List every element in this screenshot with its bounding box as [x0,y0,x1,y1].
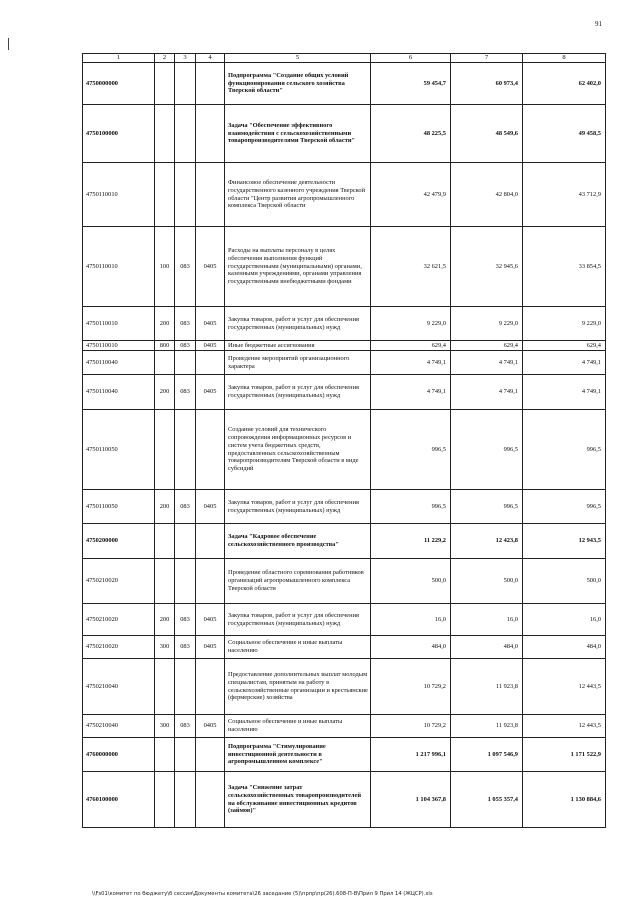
table-row [83,490,606,524]
table-row [83,341,606,351]
code-cell: 4760100000 [83,772,155,828]
code-cell: 4750110010 [83,163,155,227]
grbs-cell: 083 [175,375,196,410]
grbs-cell: 083 [175,490,196,524]
value-cell: 43 712,9 [523,163,606,227]
value-cell: 48 225,5 [371,105,451,163]
header-cell: 2 [155,54,175,63]
code-cell: 4750110040 [83,351,155,375]
section-cell [196,559,225,604]
section-cell [196,163,225,227]
table-row [83,163,606,227]
value-cell: 49 458,5 [523,105,606,163]
scan-mark [8,38,9,50]
value-cell: 1 217 996,1 [371,738,451,772]
value-cell: 996,5 [371,410,451,490]
value-cell: 1 104 367,8 [371,772,451,828]
code-cell: 4750210040 [83,715,155,738]
grbs-cell: 083 [175,636,196,659]
grbs-cell [175,772,196,828]
value-cell: 1 055 357,4 [451,772,523,828]
table-row [83,410,606,490]
table-row [83,227,606,307]
header-cell: 6 [371,54,451,63]
value-cell: 4 749,1 [371,375,451,410]
value-cell: 629,4 [523,341,606,351]
code-cell: 4750110050 [83,490,155,524]
value-cell: 9 229,0 [371,307,451,341]
table-row [83,105,606,163]
vr-cell: 300 [155,636,175,659]
section-cell: 0405 [196,227,225,307]
value-cell: 59 454,7 [371,63,451,105]
value-cell: 1 171 522,9 [523,738,606,772]
value-cell: 996,5 [451,410,523,490]
vr-cell [155,659,175,715]
section-cell: 0405 [196,490,225,524]
name-cell: Расходы на выплаты персоналу в целях обеспечения выполнения функций государственными (муниципальными) органами, казенными учреждениями, органами управления государственными внебюджетными фондами [225,227,371,307]
value-cell: 629,4 [371,341,451,351]
value-cell: 484,0 [371,636,451,659]
grbs-cell: 083 [175,307,196,341]
value-cell: 4 749,1 [523,351,606,375]
section-cell [196,738,225,772]
value-cell: 10 729,2 [371,659,451,715]
grbs-cell: 083 [175,341,196,351]
name-cell: Закупка товаров, работ и услуг для обеспечения государственных (муниципальных) нужд [225,490,371,524]
name-cell: Социальное обеспечение и иные выплаты населению [225,715,371,738]
vr-cell: 200 [155,604,175,636]
value-cell: 16,0 [523,604,606,636]
header-cell: 5 [225,54,371,63]
section-cell [196,410,225,490]
value-cell: 10 729,2 [371,715,451,738]
vr-cell [155,351,175,375]
table-row [83,63,606,105]
code-cell: 4750110050 [83,410,155,490]
section-cell: 0405 [196,307,225,341]
code-cell: 4750110010 [83,341,155,351]
header-cell: 1 [83,54,155,63]
header-cell: 8 [523,54,606,63]
grbs-cell [175,738,196,772]
value-cell: 629,4 [451,341,523,351]
vr-cell: 800 [155,341,175,351]
name-cell: Закупка товаров, работ и услуг для обеспечения государственных (муниципальных) нужд [225,604,371,636]
value-cell: 996,5 [523,410,606,490]
table-row [83,715,606,738]
code-cell: 4750210020 [83,559,155,604]
value-cell: 500,0 [451,559,523,604]
section-cell: 0405 [196,375,225,410]
value-cell: 4 749,1 [523,375,606,410]
grbs-cell [175,524,196,559]
section-cell [196,105,225,163]
section-cell: 0405 [196,604,225,636]
value-cell: 484,0 [451,636,523,659]
name-cell: Задача "Кадровое обеспечение сельскохозяйственного производства" [225,524,371,559]
code-cell: 4750110010 [83,307,155,341]
header-cell: 3 [175,54,196,63]
value-cell: 48 549,6 [451,105,523,163]
value-cell: 4 749,1 [451,351,523,375]
grbs-cell: 083 [175,715,196,738]
value-cell: 996,5 [371,490,451,524]
section-cell [196,659,225,715]
header-row [83,54,606,63]
value-cell: 12 443,5 [523,659,606,715]
value-cell: 32 621,5 [371,227,451,307]
vr-cell [155,772,175,828]
value-cell: 32 945,6 [451,227,523,307]
name-cell: Задача "Снижение затрат сельскохозяйственных товаропроизводителей на обслуживание инвестиционных кредитов (займов)" [225,772,371,828]
vr-cell: 200 [155,375,175,410]
section-cell: 0405 [196,636,225,659]
code-cell: 4750210020 [83,604,155,636]
value-cell: 1 097 546,9 [451,738,523,772]
vr-cell [155,524,175,559]
name-cell: Подпрограмма "Стимулирование инвестиционной деятельности в агропромышленном комплексе" [225,738,371,772]
section-cell [196,524,225,559]
table-row [83,738,606,772]
code-cell: 4750110010 [83,227,155,307]
value-cell: 500,0 [371,559,451,604]
grbs-cell: 083 [175,604,196,636]
vr-cell: 200 [155,307,175,341]
code-cell: 4750110040 [83,375,155,410]
vr-cell [155,63,175,105]
table-row [83,604,606,636]
name-cell: Закупка товаров, работ и услуг для обеспечения государственных (муниципальных) нужд [225,375,371,410]
name-cell: Финансовое обеспечение деятельности государственного казенного учреждения Тверской области "Центр развития агропромышленного комплекса Тверской области [225,163,371,227]
value-cell: 42 479,9 [371,163,451,227]
value-cell: 4 749,1 [371,351,451,375]
value-cell: 42 804,0 [451,163,523,227]
value-cell: 16,0 [451,604,523,636]
value-cell: 11 923,8 [451,659,523,715]
header-cell: 4 [196,54,225,63]
name-cell: Подпрограмма "Создание общих условий функционирования сельского хозяйства Тверской области" [225,63,371,105]
vr-cell: 100 [155,227,175,307]
page-number: 91 [595,20,602,28]
code-cell: 4750200000 [83,524,155,559]
grbs-cell [175,63,196,105]
value-cell: 60 973,4 [451,63,523,105]
name-cell: Проведение областного соревнования работников организаций агропромышленного комплекса Тверской области [225,559,371,604]
table-row [83,375,606,410]
vr-cell [155,410,175,490]
value-cell: 484,0 [523,636,606,659]
header-cell: 7 [451,54,523,63]
name-cell: Предоставление дополнительных выплат молодым специалистам, принятым на работу в сельскохозяйственные организации и крестьянские (фермерские) хозяйства [225,659,371,715]
grbs-cell [175,559,196,604]
section-cell [196,63,225,105]
value-cell: 500,0 [523,559,606,604]
grbs-cell [175,163,196,227]
value-cell: 996,5 [523,490,606,524]
vr-cell [155,105,175,163]
grbs-cell [175,105,196,163]
value-cell: 996,5 [451,490,523,524]
vr-cell [155,163,175,227]
budget-table [82,53,606,828]
table-row [83,307,606,341]
table-row [83,659,606,715]
table-row [83,636,606,659]
value-cell: 9 229,0 [523,307,606,341]
section-cell [196,351,225,375]
name-cell: Закупка товаров, работ и услуг для обеспечения государственных (муниципальных) нужд [225,307,371,341]
code-cell: 4750210020 [83,636,155,659]
name-cell: Социальное обеспечение и иные выплаты населению [225,636,371,659]
code-cell: 4750210040 [83,659,155,715]
table-row [83,772,606,828]
table-row [83,524,606,559]
vr-cell: 300 [155,715,175,738]
grbs-cell: 083 [175,227,196,307]
name-cell: Иные бюджетные ассигнования [225,341,371,351]
value-cell: 12 423,8 [451,524,523,559]
value-cell: 1 130 884,6 [523,772,606,828]
value-cell: 4 749,1 [451,375,523,410]
name-cell: Задача "Обеспечение эффективного взаимодействия с сельскохозяйственными товаропроизводителями Тверской области" [225,105,371,163]
grbs-cell [175,351,196,375]
grbs-cell [175,410,196,490]
file-path-footer: \\Fs01\комитет по бюджету\б сессия\Документы комитета\26 заседание (5)\прпр\пр(26).608-П-В\Прил 9 Прил 14 (ЖЦСР).xls [92,891,433,897]
vr-cell: 200 [155,490,175,524]
grbs-cell [175,659,196,715]
value-cell: 62 402,0 [523,63,606,105]
code-cell: 4750100000 [83,105,155,163]
name-cell: Проведение мероприятий организационного характера [225,351,371,375]
value-cell: 12 943,5 [523,524,606,559]
value-cell: 16,0 [371,604,451,636]
section-cell [196,772,225,828]
vr-cell [155,559,175,604]
value-cell: 12 443,5 [523,715,606,738]
section-cell: 0405 [196,341,225,351]
value-cell: 9 229,0 [451,307,523,341]
section-cell: 0405 [196,715,225,738]
value-cell: 11 229,2 [371,524,451,559]
table-row [83,559,606,604]
table-row [83,351,606,375]
name-cell: Создание условий для технического сопровождения информационных ресурсов и систем учета бюджетных средств, предоставленных сельскохозяйственным товаропроизводителям Тверской области в виде субсидий [225,410,371,490]
value-cell: 33 854,5 [523,227,606,307]
code-cell: 4750000000 [83,63,155,105]
value-cell: 11 923,8 [451,715,523,738]
code-cell: 4760000000 [83,738,155,772]
vr-cell [155,738,175,772]
